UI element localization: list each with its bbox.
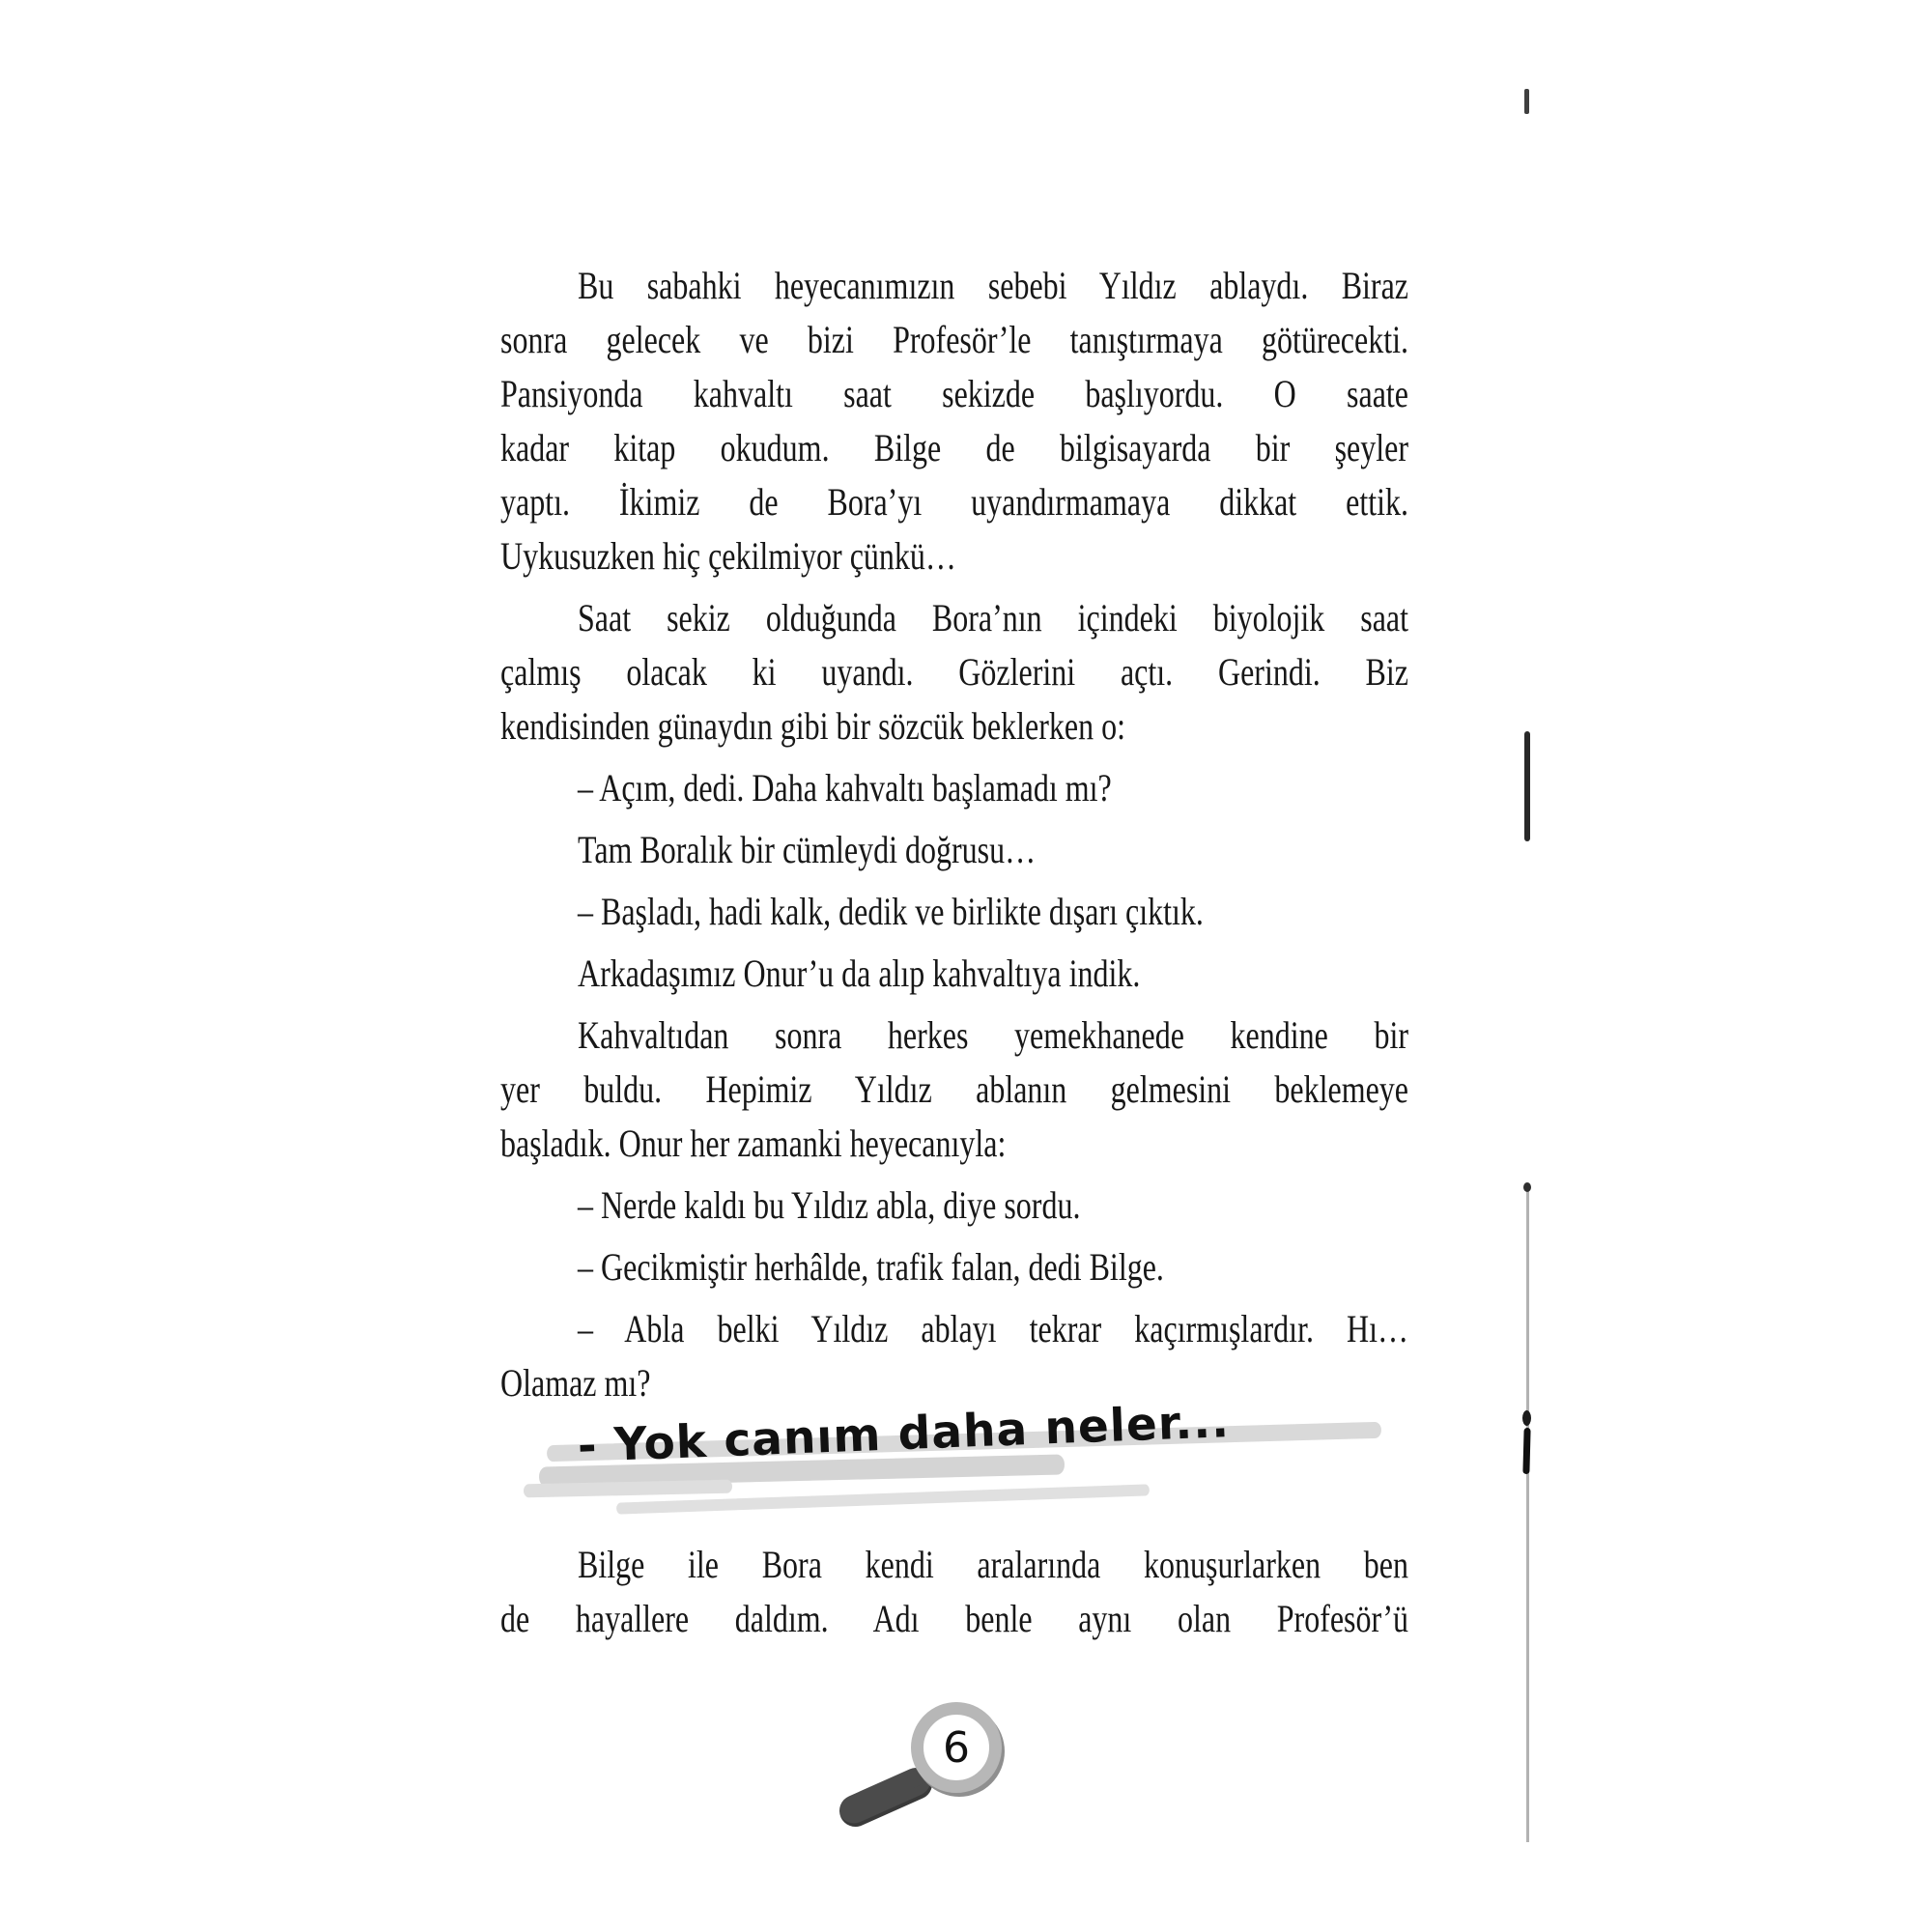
page-edge-mark-top xyxy=(1524,89,1529,114)
paragraph xyxy=(500,591,1408,753)
text-line: yer buldu. Hepimiz Yıldız ablanın gelmesini beklemeye xyxy=(500,1067,1408,1111)
text-line: Arkadaşımız Onur’u da alıp kahvaltıya indik. xyxy=(578,952,1141,995)
magnifier-ring xyxy=(911,1702,1002,1793)
handwritten-text: - Yok canım daha neler... xyxy=(576,1395,1231,1473)
text-line: kadar kitap okudum. Bilge de bilgisayarda bir şeyler xyxy=(500,426,1408,469)
text-line: – Abla belki Yıldız ablayı tekrar kaçırmışlardır. Hı… xyxy=(578,1307,1408,1350)
magnifying-glass-icon xyxy=(833,1696,1036,1836)
paragraph xyxy=(500,1179,1408,1233)
text-line: – Nerde kaldı bu Yıldız abla, diye sordu. xyxy=(578,1183,1081,1227)
text-line: Kahvaltıdan sonra herkes yemekhanede kendine bir xyxy=(578,1013,1408,1057)
text-line: Pansiyonda kahvaltı saat sekizde başlıyordu. O saate xyxy=(500,372,1408,415)
text-line: Bu sabahki heyecanımızın sebebi Yıldız ablaydı. Biraz xyxy=(578,264,1408,307)
text-line: kendisinden günaydın gibi bir sözcük beklerken o: xyxy=(500,704,1125,748)
handwritten-annotation xyxy=(500,1395,1408,1526)
paragraph xyxy=(500,823,1408,877)
ink-blob-tail xyxy=(1522,1428,1530,1474)
text-line: Uykusuzken hiç çekilmiyor çünkü… xyxy=(500,534,956,578)
page-text xyxy=(500,259,1408,1654)
paragraph xyxy=(500,1009,1408,1171)
paragraph xyxy=(500,1538,1408,1646)
paragraph xyxy=(500,259,1408,583)
page-number: 6 xyxy=(943,1722,970,1773)
text-line: Bilge ile Bora kendi aralarında konuşurlarken ben xyxy=(578,1543,1408,1586)
text-line: çalmış olacak ki uyandı. Gözlerini açtı. Gerindi. Biz xyxy=(500,650,1408,694)
text-line: – Gecikmiştir herhâlde, trafik falan, dedi Bilge. xyxy=(578,1245,1164,1289)
text-line: Saat sekiz olduğunda Bora’nın içindeki biyolojik saat xyxy=(578,596,1408,639)
text-line: yaptı. İkimiz de Bora’yı uyandırmamaya dikkat ettik. xyxy=(500,480,1408,524)
paragraph xyxy=(500,761,1408,815)
paragraph xyxy=(500,1240,1408,1294)
paragraph xyxy=(500,1302,1408,1410)
text-line: – Başladı, hadi kalk, dedik ve birlikte dışarı çıktık. xyxy=(578,890,1204,933)
page-edge-line xyxy=(1526,1185,1529,1842)
ink-blob-icon xyxy=(1522,1410,1531,1426)
text-line: başladık. Onur her zamanki heyecanıyla: xyxy=(500,1122,1007,1165)
page-edge-mark-middle xyxy=(1524,731,1530,841)
text-line: Olamaz mı? xyxy=(500,1361,651,1405)
text-line: Tam Boralık bir cümleydi doğrusu… xyxy=(578,828,1037,871)
text-line: sonra gelecek ve bizi Profesör’le tanıştırmaya götürecekti. xyxy=(500,318,1408,361)
text-line: – Açım, dedi. Daha kahvaltı başlamadı mı? xyxy=(578,766,1112,810)
page-edge-line-dot xyxy=(1523,1182,1531,1192)
text-line: de hayallere daldım. Adı benle aynı olan Profesör’ü xyxy=(500,1597,1408,1640)
paragraph xyxy=(500,947,1408,1001)
paragraph xyxy=(500,885,1408,939)
